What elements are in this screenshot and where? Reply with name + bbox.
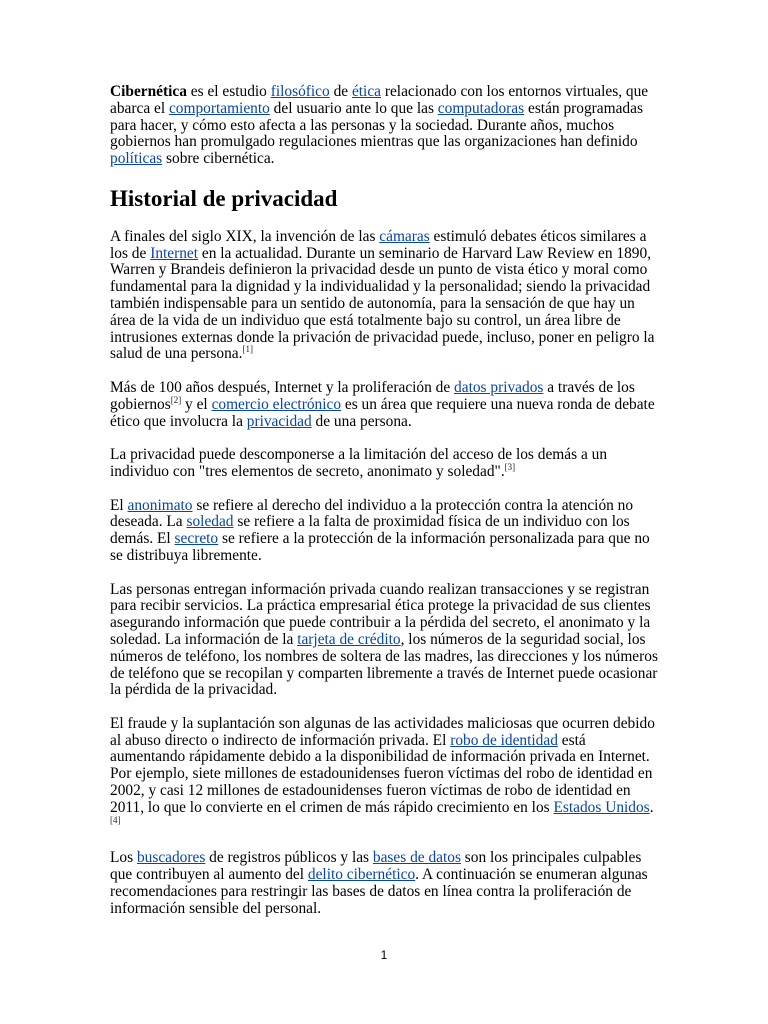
intro-paragraph: Cibernética es el estudio filosófico de ética relacionado con los entornos virtuales, que abarca el comportamiento del usuario ante lo que las computadoras están programadas para hacer, y cómo esto afecta a las personas y la sociedad. Durante años, muchos gobiernos han promulgado regulaciones mientras que las organizaciones han definido políticas sobre cibernética. <box>110 83 649 168</box>
link-soledad[interactable]: soledad <box>186 513 234 531</box>
link-politicas[interactable]: políticas <box>110 150 163 168</box>
reference-2[interactable]: [2] <box>170 394 182 405</box>
link-delito-cibernetico[interactable]: delito cibernético <box>307 866 416 884</box>
link-etica[interactable]: ética <box>351 83 381 100</box>
term-cibernetica: Cibernética <box>110 83 187 100</box>
paragraph-fraude: El fraude y la suplantación son algunas de las actividades maliciosas que ocurren debido al abuso directo o indirecto de información privada. El robo de identidad está aumentando rápidamente debido a la disponibilidad de información privada en Internet. Por ejemplo, siete millones de estadounidenses fueron víctimas del robo de identidad en 2002, y casi 12 millones de estadounidenses fueron víctimas de robo de identidad en 2011, lo que lo convierte en el crimen de más rápido crecimiento en los Estados Unidos.[4] <box>110 714 655 825</box>
link-computadoras[interactable]: computadoras <box>437 99 525 117</box>
link-anonimato[interactable]: anonimato <box>127 496 193 514</box>
link-secreto[interactable]: secreto <box>174 530 219 548</box>
paragraph-descomposicion: La privacidad puede descomponerse a la limitación del acceso de los demás a un individuo con "tres elementos de secreto, anonimato y soledad".[3] <box>110 446 608 480</box>
paragraph-siglo-xix: A finales del siglo XIX, la invención de las cámaras estimuló debates éticos similares a los de Internet en la actualidad. Durante un seminario de Harvard Law Review en 1890, Warren y Brandeis definieron la privacidad desde un punto de vista ético y moral como fundamental para la dignidad y la individualidad y la personalidad; siendo la privacidad también indispensable para un sentido de autonomía, para la sensación de que hay un área de la vida de un individuo que está totalmente bajo su control, un área libre de intrusiones externas donde la privación de privacidad puede, incluso, poner en peligro la salud de una persona.[1] <box>110 227 655 363</box>
link-privacidad[interactable]: privacidad <box>246 412 312 430</box>
link-datos-privados[interactable]: datos privados <box>454 378 544 396</box>
paragraph-informacion-privada: Las personas entregan información privada cuando realizan transacciones y se registran para recibir servicios. La práctica empresarial ética protege la privacidad de sus clientes asegurando información que puede contribuir a la pérdida del secreto, el anonimato y la soledad. La información de la tarjeta de crédito, los números de la seguridad social, los números de teléfono, los nombres de soltera de las madres, las direcciones y los números de teléfono que se recopilan y comparten libremente a través de Internet puede ocasionar la pérdida de la privacidad. <box>110 580 658 699</box>
link-tarjeta-de-credito[interactable]: tarjeta de crédito <box>297 630 401 648</box>
link-buscadores[interactable]: buscadores <box>136 849 206 867</box>
reference-4[interactable]: [4] <box>110 814 121 825</box>
paragraph-buscadores: Los buscadores de registros públicos y las bases de datos son los principales culpables que contribuyen al aumento del delito cibernético. A continuación se enumeran algunas recomendaciones para restringir las bases de datos en línea contra la proliferación de información sensible del personal. <box>110 849 648 917</box>
link-filosofico[interactable]: filosófico <box>270 83 330 100</box>
link-comercio-electronico[interactable]: comercio electrónico <box>211 395 342 413</box>
link-estados-unidos[interactable]: Estados Unidos <box>553 798 650 816</box>
link-bases-de-datos[interactable]: bases de datos <box>372 849 461 867</box>
section-heading: Historial de privacidad <box>110 185 338 211</box>
link-robo-de-identidad[interactable]: robo de identidad <box>450 731 558 749</box>
reference-1[interactable]: [1] <box>242 344 253 355</box>
link-internet[interactable]: Internet <box>150 244 199 262</box>
document-body <box>110 84 660 934</box>
page-number: 1 <box>380 948 388 962</box>
reference-3[interactable]: [3] <box>504 461 516 472</box>
paragraph-anonimato: El anonimato se refiere al derecho del individuo a la protección contra la atención no deseada. La soledad se refiere a la falta de proximidad física de un individuo con los demás. El secreto se refiere a la protección de la información personalizada para que no se distribuya libremente. <box>110 496 650 564</box>
link-comportamiento[interactable]: comportamiento <box>168 99 270 117</box>
link-camaras[interactable]: cámaras <box>379 227 430 245</box>
paragraph-100-anos: Más de 100 años después, Internet y la proliferación de datos privados a través de los gobiernos[2] y el comercio electrónico es un área que requiere una nueva ronda de debate ético que involucra la privacidad de una persona. <box>110 378 655 430</box>
